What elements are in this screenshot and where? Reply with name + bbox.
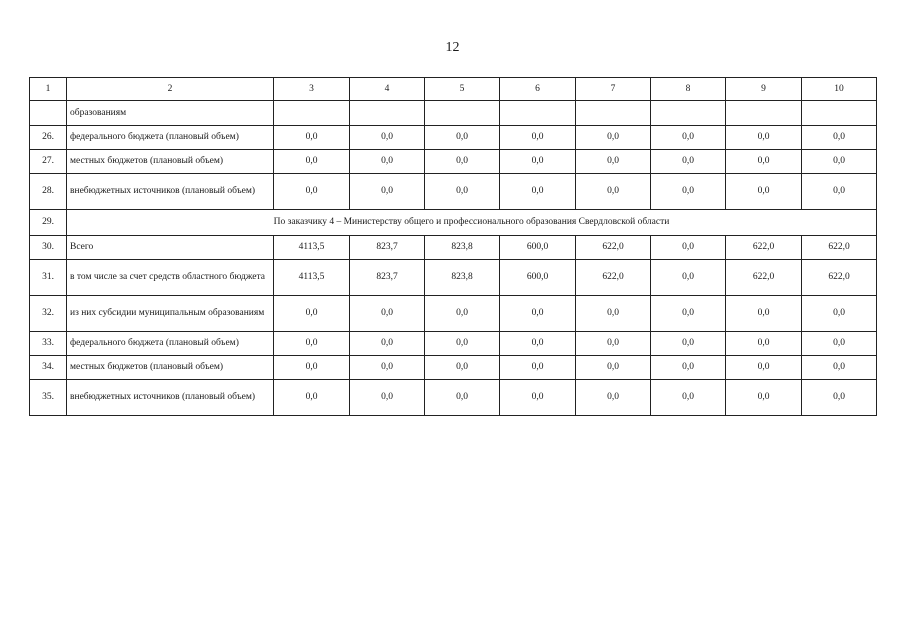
row-label: местных бюджетов (плановый объем) [67,356,274,380]
value-cell: 622,0 [802,260,877,296]
value-cell: 0,0 [274,380,350,416]
value-cell [350,101,425,126]
value-cell: 0,0 [726,380,802,416]
value-cell: 0,0 [425,126,500,150]
column-number: 3 [274,78,350,101]
value-cell: 0,0 [576,150,651,174]
row-number: 35. [30,380,67,416]
value-cell: 0,0 [651,150,726,174]
row-number: 31. [30,260,67,296]
column-number: 7 [576,78,651,101]
value-cell: 0,0 [651,126,726,150]
value-cell: 0,0 [500,174,576,210]
value-cell: 0,0 [425,356,500,380]
table-row [30,332,877,356]
row-label: внебюджетных источников (плановый объем) [67,380,274,416]
value-cell: 622,0 [802,236,877,260]
value-cell: 600,0 [500,236,576,260]
column-number: 10 [802,78,877,101]
row-label: из них субсидии муниципальным образованиям [67,296,274,332]
value-cell: 823,7 [350,236,425,260]
value-cell: 0,0 [651,260,726,296]
value-cell: 0,0 [802,356,877,380]
value-cell: 0,0 [274,296,350,332]
value-cell: 622,0 [726,236,802,260]
value-cell: 0,0 [651,296,726,332]
value-cell: 823,7 [350,260,425,296]
value-cell: 0,0 [726,126,802,150]
value-cell [726,101,802,126]
value-cell: 4113,5 [274,260,350,296]
value-cell [425,101,500,126]
row-number: 33. [30,332,67,356]
table-row [30,356,877,380]
value-cell: 0,0 [726,174,802,210]
value-cell: 0,0 [802,126,877,150]
value-cell: 0,0 [726,332,802,356]
table-row [30,150,877,174]
value-cell: 0,0 [274,174,350,210]
row-number [30,101,67,126]
value-cell: 0,0 [576,356,651,380]
value-cell: 0,0 [425,150,500,174]
row-number: 27. [30,150,67,174]
table-row [30,236,877,260]
value-cell: 0,0 [651,236,726,260]
value-cell: 0,0 [425,332,500,356]
row-label: в том числе за счет средств областного бюджета [67,260,274,296]
value-cell: 0,0 [274,356,350,380]
column-number: 8 [651,78,726,101]
value-cell: 0,0 [802,380,877,416]
value-cell: 0,0 [350,150,425,174]
value-cell: 0,0 [726,356,802,380]
value-cell: 0,0 [425,296,500,332]
value-cell: 0,0 [726,296,802,332]
row-number: 30. [30,236,67,260]
value-cell: 0,0 [651,356,726,380]
value-cell [576,101,651,126]
value-cell: 0,0 [500,150,576,174]
value-cell: 823,8 [425,236,500,260]
value-cell: 600,0 [500,260,576,296]
value-cell: 0,0 [726,150,802,174]
column-number: 6 [500,78,576,101]
row-label: образованиям [67,101,274,126]
value-cell [274,101,350,126]
column-number: 4 [350,78,425,101]
table-row [30,260,877,296]
section-title: По заказчику 4 – Министерству общего и профессионального образования Свердловской области [67,210,877,236]
value-cell: 0,0 [425,380,500,416]
row-label: федерального бюджета (плановый объем) [67,126,274,150]
column-number: 5 [425,78,500,101]
column-number: 2 [67,78,274,101]
value-cell: 0,0 [802,174,877,210]
row-number: 26. [30,126,67,150]
value-cell: 0,0 [500,296,576,332]
value-cell [500,101,576,126]
value-cell: 0,0 [425,174,500,210]
row-label: федерального бюджета (плановый объем) [67,332,274,356]
value-cell: 622,0 [726,260,802,296]
value-cell: 0,0 [350,126,425,150]
column-number-row [30,78,877,101]
value-cell: 4113,5 [274,236,350,260]
row-label: внебюджетных источников (плановый объем) [67,174,274,210]
value-cell: 622,0 [576,236,651,260]
column-number: 9 [726,78,802,101]
value-cell: 0,0 [802,296,877,332]
table-row [30,174,877,210]
column-number: 1 [30,78,67,101]
value-cell: 0,0 [274,126,350,150]
row-number: 28. [30,174,67,210]
value-cell: 0,0 [350,380,425,416]
row-label: Всего [67,236,274,260]
value-cell: 0,0 [576,174,651,210]
table-row [30,380,877,416]
value-cell: 0,0 [651,380,726,416]
budget-table [29,77,877,416]
value-cell: 0,0 [576,296,651,332]
value-cell: 0,0 [500,380,576,416]
table-row [30,101,877,126]
row-number: 29. [30,210,67,236]
table-row [30,126,877,150]
value-cell: 0,0 [500,356,576,380]
row-label: местных бюджетов (плановый объем) [67,150,274,174]
value-cell: 0,0 [576,380,651,416]
value-cell: 0,0 [576,332,651,356]
value-cell: 823,8 [425,260,500,296]
value-cell: 0,0 [500,126,576,150]
value-cell: 0,0 [576,126,651,150]
value-cell: 0,0 [500,332,576,356]
value-cell: 0,0 [274,150,350,174]
value-cell: 0,0 [350,332,425,356]
row-number: 34. [30,356,67,380]
value-cell: 622,0 [576,260,651,296]
table-row [30,296,877,332]
value-cell: 0,0 [274,332,350,356]
row-number: 32. [30,296,67,332]
value-cell: 0,0 [350,356,425,380]
value-cell: 0,0 [350,174,425,210]
value-cell: 0,0 [802,332,877,356]
value-cell: 0,0 [651,332,726,356]
value-cell: 0,0 [651,174,726,210]
value-cell: 0,0 [350,296,425,332]
section-header-row [30,210,877,236]
value-cell [802,101,877,126]
page-number: 12 [445,40,460,55]
value-cell [651,101,726,126]
value-cell: 0,0 [802,150,877,174]
